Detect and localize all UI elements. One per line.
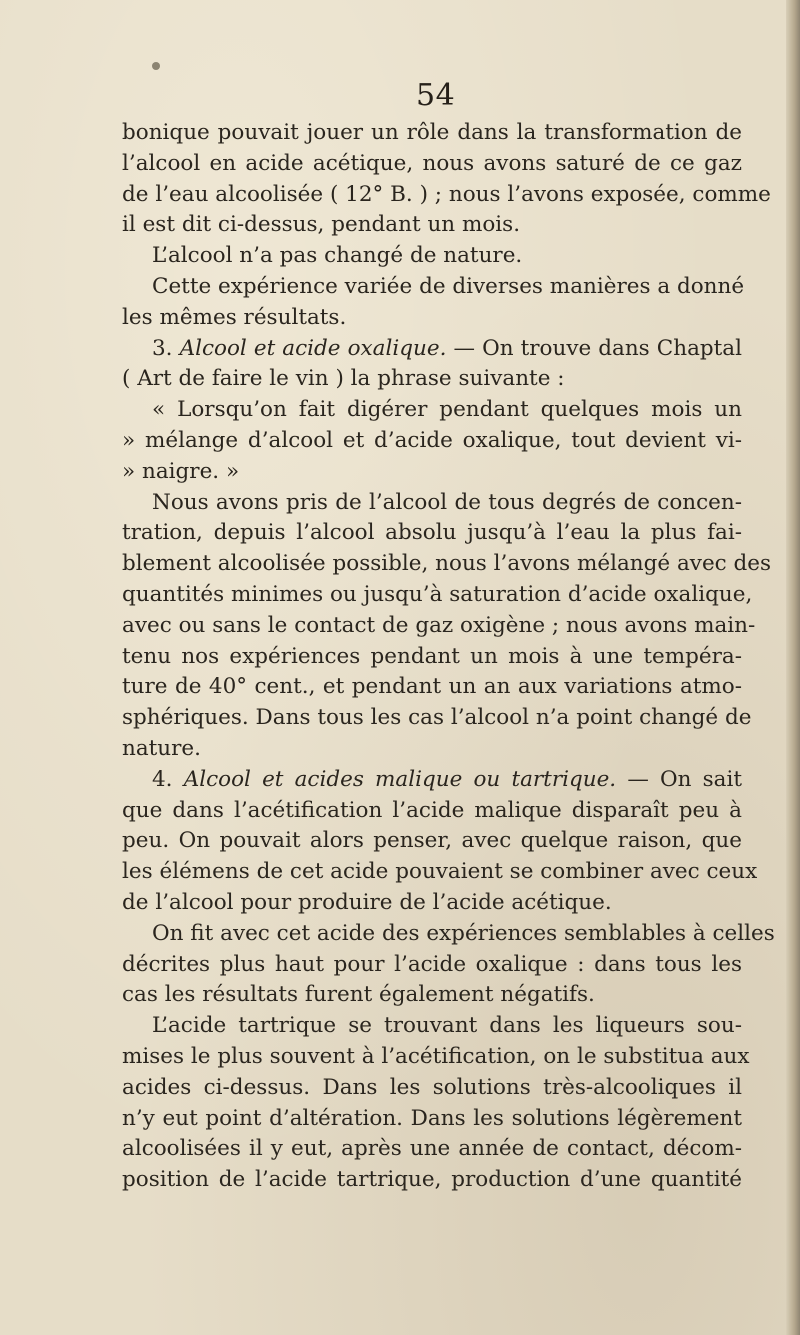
- text-line: décrites plus haut pour l’acide oxalique : dans tous les: [122, 951, 742, 977]
- text-run: 4.: [152, 766, 184, 792]
- text-line: peu. On pouvait alors penser, avec quelque raison, que: [122, 828, 742, 854]
- text-line: tenu nos expériences pendant un mois à une tempéra-: [122, 643, 742, 669]
- text-line: [122, 334, 742, 365]
- text-line: mises le plus souvent à l’acétification, on le substitua aux: [122, 1043, 750, 1069]
- italic-heading: Alcool et acide oxalique.: [179, 335, 447, 361]
- text-line: sphériques. Dans tous les cas l’alcool n’a point changé de: [122, 705, 752, 731]
- text-line: bonique pouvait jouer un rôle dans la transformation de: [122, 120, 742, 145]
- text-line: ture de 40° cent., et pendant un an aux variations atmo-: [122, 674, 742, 700]
- text-line: cas les résultats furent également négatifs.: [122, 982, 595, 1008]
- text-line: tration, depuis l’alcool absolu jusqu’à l’eau la plus fai-: [122, 520, 742, 546]
- text-line: les élémens de cet acide pouvaient se combiner avec ceux: [122, 859, 758, 885]
- text-line: acides ci-dessus. Dans les solutions très-alcooliques il: [122, 1074, 742, 1100]
- italic-heading: Alcool et acides malique ou tartrique.: [183, 766, 617, 792]
- text-line: [122, 765, 742, 796]
- text-line: On fit avec cet acide des expériences semblables à celles: [152, 920, 775, 946]
- text-line: blement alcoolisée possible, nous l’avons mélangé avec des: [122, 551, 772, 577]
- text-run: — On trouve dans Chaptal: [446, 335, 742, 361]
- text-line: » naigre. »: [122, 458, 240, 484]
- paper-speck: [152, 62, 160, 70]
- text-line: avec ou sans le contact de gaz oxigène ; nous avons main-: [122, 612, 756, 638]
- text-line: n’y eut point d’altération. Dans les solutions légèrement: [122, 1105, 742, 1131]
- text-line: que dans l’acétification l’acide malique disparaît peu à: [122, 797, 742, 823]
- body-text: [122, 118, 775, 1196]
- text-line: alcoolisées il y eut, après une année de contact, décom-: [122, 1136, 742, 1162]
- text-line: il est dit ci-dessus, pendant un mois.: [122, 212, 521, 238]
- text-line: les mêmes résultats.: [122, 304, 347, 330]
- text-line: de l’eau alcoolisée ( 12° B. ) ; nous l’avons exposée, comme: [122, 181, 771, 207]
- page-edge: [786, 0, 800, 1335]
- text-line: nature.: [122, 735, 201, 761]
- text-line: de l’alcool pour produire de l’acide acétique.: [122, 889, 612, 915]
- text-line: « Lorsqu’on fait digérer pendant quelques mois un: [152, 397, 742, 423]
- text-line: Cette expérience variée de diverses manières a donné: [152, 273, 745, 299]
- text-run: — On sait: [616, 766, 743, 792]
- text-run: 3.: [152, 335, 180, 361]
- text-line: quantités minimes ou jusqu’à saturation d’acide oxalique,: [122, 581, 753, 607]
- text-line: L’alcool n’a pas changé de nature.: [152, 243, 523, 269]
- text-line: l’alcool en acide acétique, nous avons saturé de ce gaz: [122, 150, 742, 176]
- text-line: position de l’acide tartrique, production d’une quantité: [122, 1167, 742, 1193]
- text-line: » mélange d’alcool et d’acide oxalique, tout devient vi-: [122, 427, 742, 453]
- text-line: L’acide tartrique se trouvant dans les liqueurs sou-: [152, 1013, 742, 1039]
- text-line: ( Art de faire le vin ) la phrase suivante :: [122, 366, 565, 392]
- text-line: Nous avons pris de l’alcool de tous degrés de concen-: [152, 489, 742, 515]
- page-number: 54: [416, 78, 456, 113]
